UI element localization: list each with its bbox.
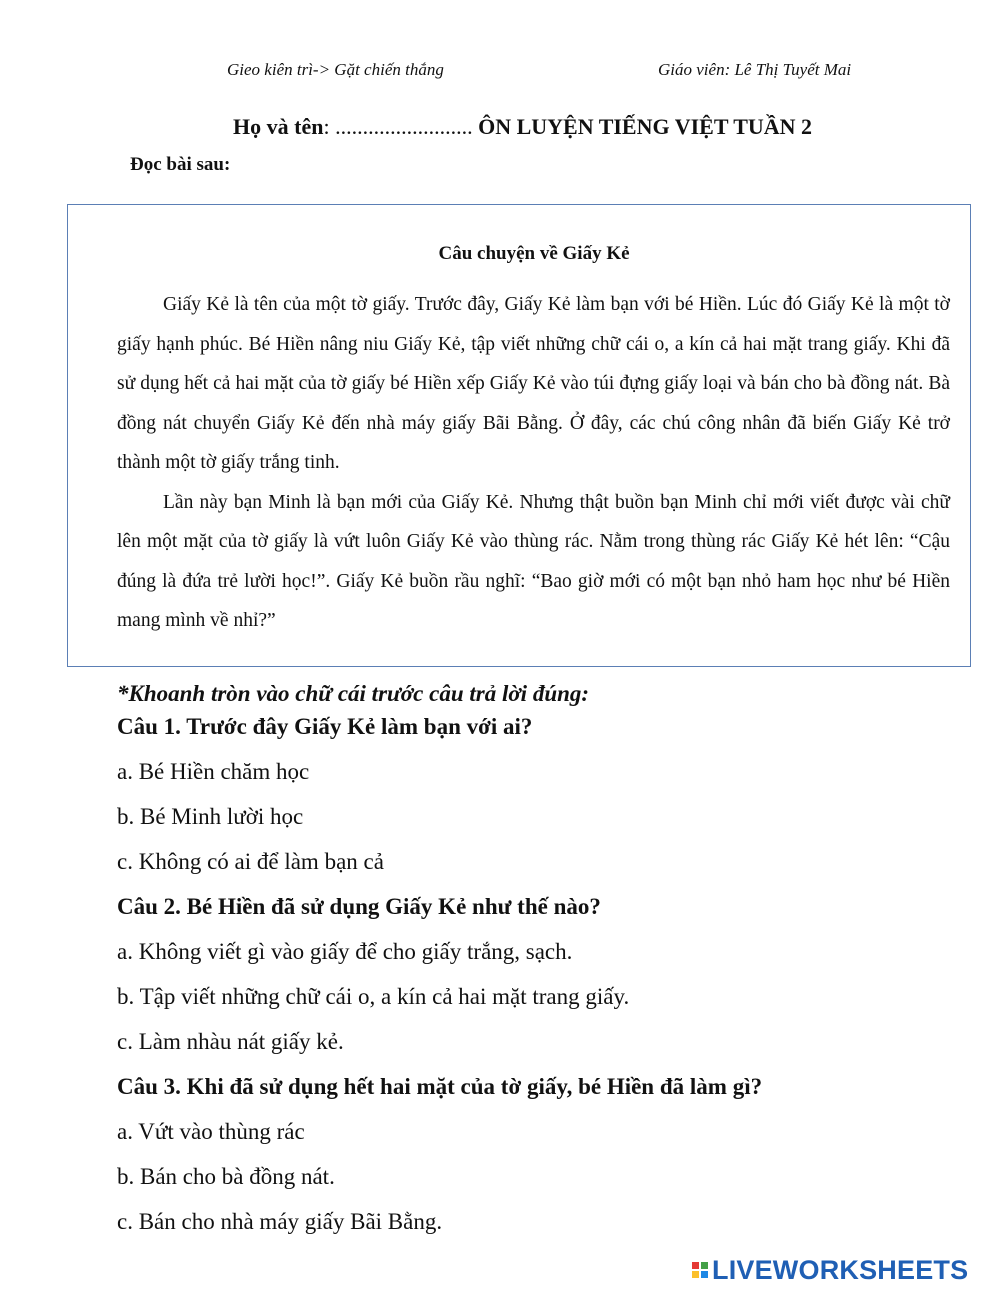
instruction: *Khoanh tròn vào chữ cái trước câu trả lời đúng: — [117, 681, 590, 706]
liveworksheets-logo[interactable] — [692, 1254, 968, 1286]
story-paragraph: Lần này bạn Minh là bạn mới của Giấy Kẻ. Nhưng thật buồn bạn Minh chỉ mới viết được vài chữ lên một mặt của tờ giấy là vứt luôn Giấy Kẻ vào thùng rác. Nằm trong thùng rác Giấy Kẻ hét lên: “Cậu đúng là đứa trẻ lười học!”. Giấy Kẻ buồn rầu nghĩ: “Bao giờ mới có một bạn nhỏ ham học như bé Hiền mang mình về nhỉ?” — [117, 491, 950, 631]
logo-square-icon — [692, 1262, 699, 1269]
brand-name: LIVEWORKSHEETS — [712, 1254, 969, 1285]
question-1: Câu 1. Trước đây Giấy Kẻ làm bạn với ai? — [117, 714, 533, 739]
story-paragraph: Giấy Kẻ là tên của một tờ giấy. Trước đây, Giấy Kẻ làm bạn với bé Hiền. Lúc đó Giấy Kẻ là một tờ giấy hạnh phúc. Bé Hiền nâng niu Giấy Kẻ, tập viết những chữ cái o, a kín cả hai mặt trang giấy. Khi đã sử dụng hết cả hai mặt của tờ giấy bé Hiền xếp Giấy Kẻ vào túi đựng giấy loại và bán cho bà đồng nát. Bà đồng nát chuyển Giấy Kẻ đến nhà máy giấy Bãi Bằng. Ở đây, các chú công nhân đã biến Giấy Kẻ trở thành một tờ giấy trắng tinh. — [117, 294, 950, 473]
story-text — [117, 285, 950, 641]
worksheet-heading: ÔN LUYỆN TIẾNG VIỆT TUẦN 2 — [478, 114, 813, 139]
logo-square-icon — [701, 1262, 708, 1269]
header-motto: Gieo kiên trì-> Gặt chiến thắng — [227, 60, 444, 79]
answer-1c[interactable]: c. Không có ai để làm bạn cả — [117, 849, 384, 874]
answer-1a[interactable]: a. Bé Hiền chăm học — [117, 759, 310, 784]
answer-2b[interactable]: b. Tập viết những chữ cái o, a kín cả hai mặt trang giấy. — [117, 984, 630, 1009]
read-label: Đọc bài sau: — [130, 154, 231, 175]
answer-2c[interactable]: c. Làm nhàu nát giấy kẻ. — [117, 1029, 344, 1054]
answer-2a[interactable]: a. Không viết gì vào giấy để cho giấy trắng, sạch. — [117, 939, 573, 964]
story-title: Câu chuyện về Giấy Kẻ — [438, 243, 630, 264]
liveworksheets-logo-icon — [692, 1262, 708, 1278]
logo-square-icon — [701, 1271, 708, 1278]
header-teacher: Giáo viên: Lê Thị Tuyết Mai — [658, 60, 852, 79]
question-3: Câu 3. Khi đã sử dụng hết hai mặt của tờ giấy, bé Hiền đã làm gì? — [117, 1074, 763, 1099]
answer-1b[interactable]: b. Bé Minh lười học — [117, 804, 304, 829]
name-blank[interactable]: : ......................... — [323, 114, 473, 139]
answer-3c[interactable]: c. Bán cho nhà máy giấy Bãi Bằng. — [117, 1209, 443, 1234]
title-line — [233, 114, 812, 140]
logo-square-icon — [692, 1271, 699, 1278]
answer-3b[interactable]: b. Bán cho bà đồng nát. — [117, 1164, 335, 1189]
question-2: Câu 2. Bé Hiền đã sử dụng Giấy Kẻ như thế nào? — [117, 894, 601, 919]
name-label: Họ và tên — [233, 114, 324, 139]
answer-3a[interactable]: a. Vứt vào thùng rác — [117, 1119, 305, 1144]
